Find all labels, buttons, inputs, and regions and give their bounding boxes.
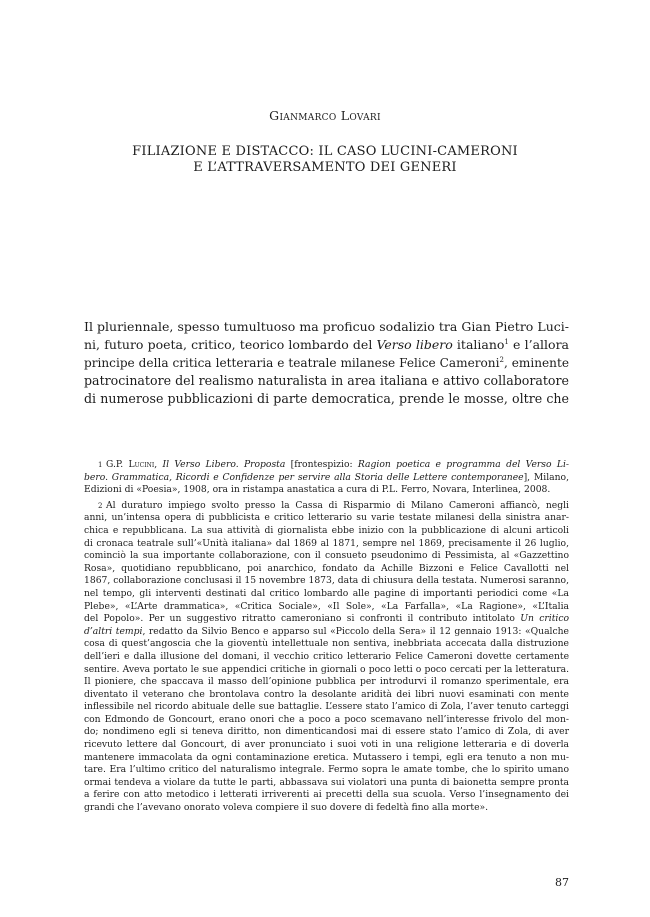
- footnote-italic-run: Il Verso Libero. Proposta: [162, 459, 286, 470]
- body-line: di numerose pubblicazioni di parte democratica, prende le mosse, oltre che: [84, 391, 569, 406]
- body-line: patrocinatore del realismo naturalista in area italiana e attivo collaboratore: [84, 373, 569, 388]
- footnote-text-run: , redatto da Silvio Benco e apparso sul «Piccolo della Sera» il 12 gennaio 1913: «Qualche: [142, 625, 569, 637]
- footnote-line: tare. Era l’ultimo critico del naturalismo integrale. Fermo sopra le amate tombe, che lo spirito umano: [84, 764, 569, 776]
- body-text-run: italiano: [452, 337, 505, 352]
- footnote-line: ormai tendeva a violare da tutte le parti, abbassava sui violatori una punta di baionetta sempre pronta: [84, 776, 569, 788]
- footnote-line: Al duraturo impiego svolto presso la Cassa di Risparmio di Milano Cameroni affiancò, negli: [106, 499, 569, 511]
- footnote-1: [84, 459, 569, 497]
- footnote-text-run: ], Milano,: [523, 471, 569, 483]
- footnote-line: grandi che l’avevano onorato voleva compiere il suo dovere di fedeltà fino alla morte».: [84, 802, 489, 814]
- footnote-italic-run: Ragion poetica e programma del Verso Li-: [357, 459, 569, 470]
- footnote-line: cominciò la sua importante collaborazione, con il consueto pseudonimo di Pessimista, al «Gazzettino: [84, 550, 569, 562]
- page-number: 87: [555, 876, 569, 889]
- body-paragraph: [84, 318, 569, 408]
- title-line-1: FILIAZIONE E DISTACCO: IL CASO LUCINI-CAMERONI: [132, 144, 518, 159]
- footnote-author: Lucini: [128, 459, 155, 470]
- footnote-text-run: G.P.: [106, 459, 129, 470]
- footnote-text-run: ,: [154, 459, 163, 470]
- footnote-line: cosa di quest’angoscia che la gioventù intellettuale non sentiva, inebbriata accecata dalla distruzione: [84, 638, 569, 650]
- footnote-line: chica e repubblicana. La sua attività di giornalista ebbe inizio con la pubblicazione di alcuni articoli: [84, 524, 569, 536]
- footnote-line: inflessibile nel ricordo abituale delle sue battaglie. L’essere stato l’amico di Zola, l’aver tenuto carteggi: [84, 701, 569, 713]
- body-text-run: ni, futuro poeta, critico, teorico lombardo del: [84, 337, 377, 352]
- footnote-line: con Edmondo de Goncourt, erano onori che a poco a poco scemavano nell’interesse frivolo del mon-: [84, 713, 569, 725]
- footnote-line: do; nondimeno egli si teneva diritto, non dimenticandosi mai di essere stato l’amico di Zola, di aver: [84, 726, 569, 738]
- body-line: [84, 354, 569, 372]
- footnote-italic-run: bero. Grammatica, Ricordi e Confidenze per servire alla Storia delle Lettere contemporanee: [84, 471, 524, 483]
- footnote-line: dell’ieri e dalla illusione del domani, il vecchio critico letterario Felice Cameroni dovette certamente: [84, 650, 569, 662]
- footnote-marker: 1: [98, 461, 103, 469]
- footnote-line: Edizioni di «Poesia», 1908, ora in ristampa anastatica a cura di P.L. Ferro, Novara, Interlinea, 2008.: [84, 484, 551, 496]
- footnote-text-run: del Popolo». Per un suggestivo ritratto cameroniano si confronti il contributo intitolato: [84, 613, 521, 625]
- footnote-italic-run: d’altri tempi: [84, 625, 143, 637]
- footnote-line: Il pioniere, che spaccava il masso dell’opinione pubblica per introdurvi il romanzo sperimentale, era: [84, 676, 569, 688]
- footnote-line: [84, 459, 569, 472]
- footnote-line: di cronaca teatrale sull’«Unità italiana» dal 1869 al 1871, sempre nel 1869, precisamente il 26 luglio,: [84, 537, 569, 549]
- title-line-2: E L’ATTRAVERSAMENTO DEI GENERI: [193, 160, 457, 175]
- footnote-line: Rosa», quotidiano repubblicano, poi anarchico, fondato da Achille Bizzoni e Felice Cavallotti nel: [84, 562, 569, 574]
- body-text-run: principe della critica letteraria e teatrale milanese Felice Cameroni: [84, 356, 500, 370]
- footnote-marker: 2: [98, 501, 103, 510]
- footnotes: [84, 459, 569, 815]
- footnote-2: [84, 500, 569, 815]
- footnote-line: Plebe», «L’Arte drammatica», «Critica Sociale», «Il Sole», «La Farfalla», «La Ragione», «L’Italia: [84, 600, 569, 612]
- body-text-run: e l’allora: [508, 337, 569, 352]
- author-name: Gianmarco Lovari: [269, 108, 381, 123]
- footnote-line: [84, 626, 569, 639]
- body-italic-run: Verso libero: [376, 337, 453, 352]
- article-title: [60, 144, 590, 176]
- footnote-line: [84, 472, 569, 485]
- footnote-line: a ferire con atto metodico i letterati irriverenti ai precetti della sua scuola. Verso l’insegnamento dei: [84, 789, 569, 801]
- footnote-text-run: [frontespizio:: [285, 459, 358, 470]
- body-line: [84, 336, 569, 354]
- footnote-line: nel tempo, gli interventi destinati dal critico lombardo alle pagine di importanti periodici come «La: [84, 587, 569, 599]
- footnote-ref-1[interactable]: 1: [504, 337, 509, 346]
- footnote-line: mantenere immacolata da ogni contaminazione eretica. Mutassero i tempi, egli era tenuto a non mu-: [84, 751, 569, 763]
- body-line: Il pluriennale, spesso tumultuoso ma proficuo sodalizio tra Gian Pietro Luci-: [84, 319, 569, 334]
- footnote-line: [84, 613, 569, 626]
- footnote-line: ricevuto lettere dal Goncourt, di aver pronunciato i suoi voti in una religione letteraria e di doverla: [84, 739, 569, 751]
- footnote-line: anni, un’intensa opera di pubblicista e critico letterario su varie testate milanesi della sinistra anar-: [84, 512, 569, 524]
- footnote-line: diventato il veterano che brontolava contro la desolante aridità dei libri nuovi esaminati con mente: [84, 688, 569, 700]
- footnote-italic-run: Un critico: [520, 613, 569, 625]
- footnote-line: 1867, collaborazione conclusasi il 15 novembre 1873, data di chiusura della testata. Numerosi saranno,: [84, 575, 569, 587]
- footnote-ref-2[interactable]: 2: [499, 355, 504, 364]
- body-text-run: , eminente: [503, 356, 569, 370]
- footnote-line: sentire. Aveva portato le sue appendici critiche in giornali o poco letti o poco cercati per la letteratura.: [84, 663, 569, 675]
